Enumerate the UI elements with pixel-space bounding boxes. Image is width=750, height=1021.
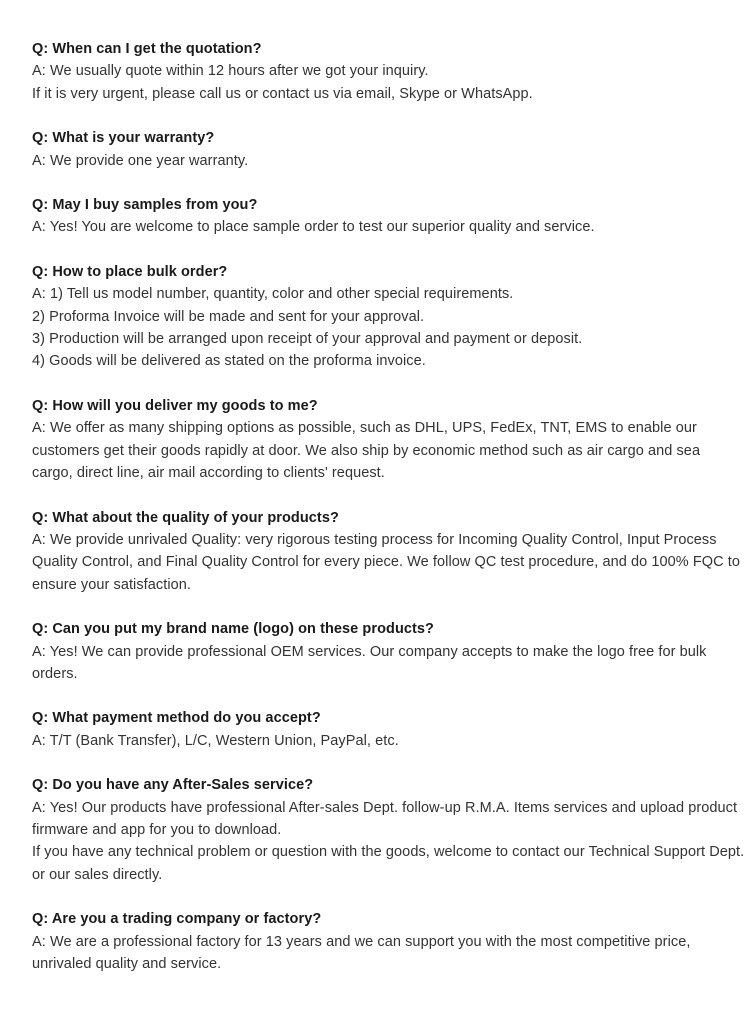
- faq-item: [32, 908, 745, 975]
- faq-item: [32, 261, 745, 373]
- faq-question: Q: Do you have any After-Sales service?: [32, 776, 314, 794]
- faq-item: [32, 618, 745, 685]
- faq-question: Q: Are you a trading company or factory?: [32, 910, 322, 928]
- faq-question: Q: May I buy samples from you?: [32, 196, 258, 214]
- faq-answer-line: A: Yes! Our products have professional After-sales Dept. follow-up R.M.A. Items services and upload product firmware and app for you to download.: [32, 798, 742, 838]
- faq-list: [32, 38, 749, 975]
- faq-question: Q: What payment method do you accept?: [32, 709, 321, 727]
- faq-question: Q: What is your warranty?: [32, 129, 215, 147]
- faq-question: Q: When can I get the quotation?: [32, 40, 262, 57]
- faq-answer-line: 4) Goods will be delivered as stated on the proforma invoice.: [32, 352, 426, 370]
- faq-question: Q: What about the quality of your products?: [32, 508, 339, 526]
- faq-question: Q: Can you put my brand name (logo) on these products?: [32, 620, 434, 638]
- faq-item: [32, 774, 749, 886]
- faq-item: [32, 707, 745, 752]
- faq-item: [32, 38, 745, 105]
- faq-item: [32, 395, 745, 485]
- faq-answer-line: A: Yes! You are welcome to place sample order to test our superior quality and service.: [32, 218, 595, 236]
- faq-answer-line: 2) Proforma Invoice will be made and sent for your approval.: [32, 307, 425, 325]
- faq-answer-line: A: We provide one year warranty.: [32, 151, 249, 169]
- faq-answer-line: If you have any technical problem or question with the goods, welcome to contact our Technical Support Dept. or our sales directly.: [32, 843, 749, 883]
- faq-item: [32, 127, 745, 172]
- faq-item: [32, 507, 745, 597]
- faq-answer-line: 3) Production will be arranged upon receipt of your approval and payment or deposit.: [32, 330, 583, 348]
- faq-answer-line: A: 1) Tell us model number, quantity, color and other special requirements.: [32, 285, 514, 303]
- faq-answer-line: A: We usually quote within 12 hours after we got your inquiry.: [32, 62, 429, 80]
- faq-answer-line: A: Yes! We can provide professional OEM services. Our company accepts to make the logo free for bulk orders.: [32, 642, 711, 682]
- faq-question: Q: How to place bulk order?: [32, 262, 228, 280]
- faq-answer-line: A: We are a professional factory for 13 years and we can support you with the most competitive price, unrivaled quality and service.: [32, 932, 695, 972]
- faq-item: [32, 194, 745, 239]
- faq-question: Q: How will you deliver my goods to me?: [32, 396, 318, 414]
- faq-answer-line: If it is very urgent, please call us or contact us via email, Skype or WhatsApp.: [32, 84, 533, 102]
- faq-answer-line: A: We provide unrivaled Quality: very rigorous testing process for Incoming Quality Control, Input Process Quality Control, and Final Quality Control for every piece. We follow QC test procedure, and do 100% FQC to ensure your satisfaction.: [32, 530, 745, 593]
- faq-answer-line: A: We offer as many shipping options as possible, such as DHL, UPS, FedEx, TNT, EMS to enable our customers get their goods rapidly at door. We also ship by economic method such as air cargo and sea cargo, direct line, air mail according to clients' request.: [32, 419, 705, 482]
- faq-answer-line: A: T/T (Bank Transfer), L/C, Western Union, PayPal, etc.: [32, 731, 399, 749]
